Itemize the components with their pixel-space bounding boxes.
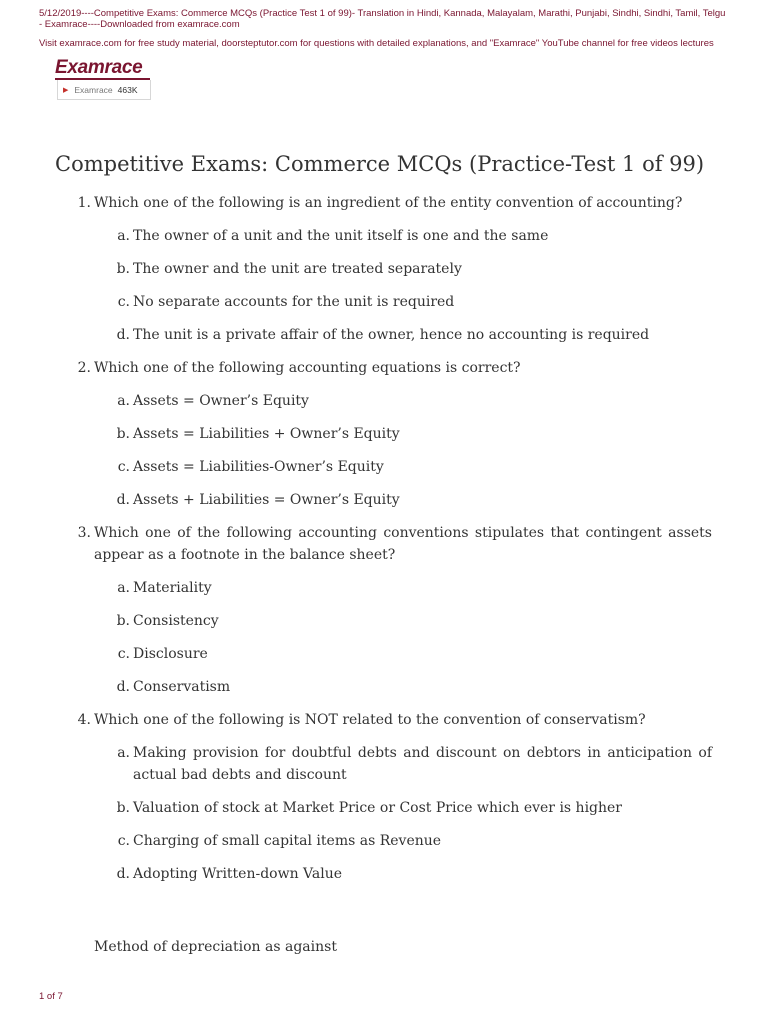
question-number: 2. bbox=[77, 360, 91, 376]
option-item bbox=[94, 863, 712, 885]
option-text: Making provision for doubtful debts and discount on debtors in anticipation of actual bad debts and discount bbox=[133, 745, 712, 783]
option-item bbox=[94, 489, 712, 511]
question-item bbox=[55, 709, 712, 885]
option-text: Disclosure bbox=[133, 646, 208, 662]
option-letter: d. bbox=[116, 679, 130, 695]
option-text: Valuation of stock at Market Price or Cost Price which ever is higher bbox=[133, 800, 623, 816]
option-item bbox=[94, 291, 712, 313]
question-number: 1. bbox=[77, 195, 91, 211]
option-item bbox=[94, 258, 712, 280]
option-text: Consistency bbox=[133, 613, 219, 629]
question-text: Which one of the following accounting equations is correct? bbox=[94, 360, 521, 376]
examrace-logo[interactable]: Examrace bbox=[55, 57, 143, 78]
question-number: 3. bbox=[77, 525, 91, 541]
option-letter: b. bbox=[116, 613, 130, 629]
page-title: Competitive Exams: Commerce MCQs (Practice-Test 1 of 99) bbox=[55, 152, 705, 176]
option-text: The unit is a private affair of the owner, hence no accounting is required bbox=[133, 327, 650, 343]
option-letter: c. bbox=[117, 294, 130, 310]
question-text: Which one of the following accounting conventions stipulates that contingent assets appear as a footnote in the balance sheet? bbox=[94, 525, 712, 563]
question-item bbox=[55, 357, 712, 511]
trailing-text: Method of depreciation as against bbox=[94, 939, 337, 955]
option-text: Adopting Written-down Value bbox=[133, 866, 343, 882]
question-number: 4. bbox=[77, 712, 91, 728]
option-list bbox=[94, 742, 712, 885]
option-item bbox=[94, 676, 712, 698]
option-text: Materiality bbox=[133, 580, 212, 596]
question-text: Which one of the following is an ingredient of the entity convention of accounting? bbox=[94, 195, 683, 211]
option-item bbox=[94, 643, 712, 665]
question-text: Which one of the following is NOT related to the convention of conservatism? bbox=[94, 712, 646, 728]
option-letter: b. bbox=[116, 261, 130, 277]
page-indicator: 1 of 7 bbox=[39, 991, 63, 1002]
option-item bbox=[94, 742, 712, 786]
option-item bbox=[94, 830, 712, 852]
youtube-subscribe-widget[interactable] bbox=[57, 80, 151, 100]
option-text: Conservatism bbox=[133, 679, 231, 695]
youtube-play-icon: ▶ bbox=[63, 86, 69, 94]
option-item bbox=[94, 577, 712, 599]
option-item bbox=[94, 390, 712, 412]
option-letter: c. bbox=[117, 646, 130, 662]
option-letter: c. bbox=[117, 833, 130, 849]
option-letter: a. bbox=[117, 393, 130, 409]
download-header: 5/12/2019----Competitive Exams: Commerce MCQs (Practice Test 1 of 99)- Translation in Hindi, Kannada, Malayalam, Marathi, Punjabi, Sindhi, Sindhi, Tamil, Telgu - Examrace----Downloaded from examrace.com bbox=[39, 8, 726, 30]
option-item bbox=[94, 456, 712, 478]
option-letter: d. bbox=[116, 327, 130, 343]
visit-notice: Visit examrace.com for free study material, doorsteptutor.com for questions with detailed explanations, and "Examrace" YouTube channel for free videos lectures bbox=[39, 38, 714, 49]
option-letter: c. bbox=[117, 459, 130, 475]
question-list bbox=[55, 192, 712, 896]
option-text: Assets = Owner’s Equity bbox=[133, 393, 309, 409]
option-text: Assets = Liabilities + Owner’s Equity bbox=[133, 426, 400, 442]
option-text: No separate accounts for the unit is required bbox=[133, 294, 455, 310]
option-list bbox=[94, 225, 712, 346]
option-text: Assets = Liabilities-Owner’s Equity bbox=[133, 459, 384, 475]
option-text: Charging of small capital items as Revenue bbox=[133, 833, 442, 849]
option-letter: a. bbox=[117, 580, 130, 596]
youtube-channel-name: Examrace bbox=[74, 84, 113, 95]
option-item bbox=[94, 610, 712, 632]
question-item bbox=[55, 522, 712, 698]
youtube-subscriber-count: 463K bbox=[117, 84, 138, 95]
option-letter: b. bbox=[116, 800, 130, 816]
option-item bbox=[94, 797, 712, 819]
option-text: The owner of a unit and the unit itself is one and the same bbox=[133, 228, 549, 244]
option-text: Assets + Liabilities = Owner’s Equity bbox=[133, 492, 400, 508]
option-item bbox=[94, 324, 712, 346]
option-list bbox=[94, 390, 712, 511]
option-list bbox=[94, 577, 712, 698]
question-item bbox=[55, 192, 712, 346]
option-letter: b. bbox=[116, 426, 130, 442]
option-letter: d. bbox=[116, 866, 130, 882]
option-letter: a. bbox=[117, 228, 130, 244]
option-item bbox=[94, 225, 712, 247]
option-letter: a. bbox=[117, 745, 130, 761]
option-letter: d. bbox=[116, 492, 130, 508]
option-item bbox=[94, 423, 712, 445]
option-text: The owner and the unit are treated separately bbox=[133, 261, 462, 277]
